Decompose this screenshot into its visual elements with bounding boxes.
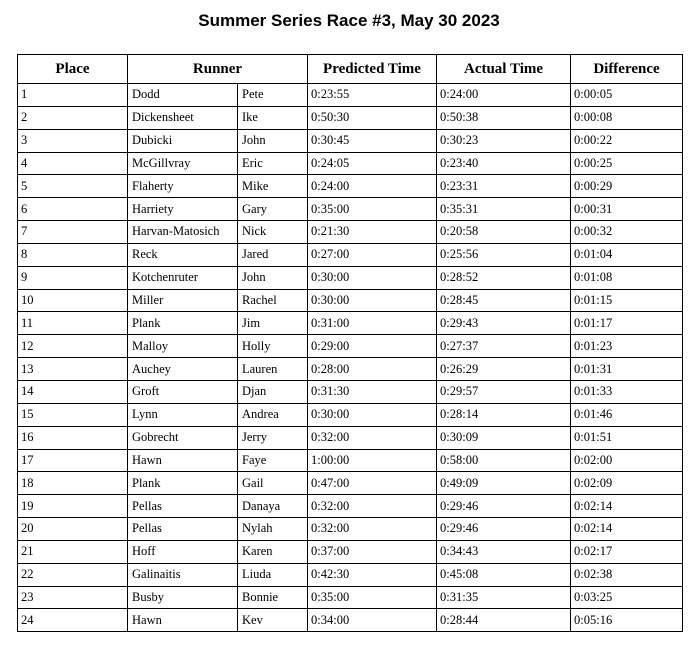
difference-cell: 0:01:23	[571, 335, 683, 358]
actual-time-cell: 0:23:31	[437, 175, 571, 198]
first-name-cell: Kev	[238, 609, 308, 632]
last-name-cell: Kotchenruter	[128, 266, 238, 289]
table-row	[18, 380, 683, 403]
predicted-time-cell: 0:47:00	[308, 472, 437, 495]
first-name-cell: Gail	[238, 472, 308, 495]
difference-cell: 0:00:25	[571, 152, 683, 175]
first-name-cell: Karen	[238, 540, 308, 563]
predicted-time-cell: 0:30:00	[308, 289, 437, 312]
difference-cell: 0:00:32	[571, 221, 683, 244]
first-name-cell: Bonnie	[238, 586, 308, 609]
first-name-cell: Djan	[238, 380, 308, 403]
actual-time-cell: 0:28:14	[437, 403, 571, 426]
difference-cell: 0:01:17	[571, 312, 683, 335]
table-row	[18, 426, 683, 449]
last-name-cell: Reck	[128, 243, 238, 266]
predicted-time-cell: 0:35:00	[308, 198, 437, 221]
table-row	[18, 563, 683, 586]
first-name-cell: Jerry	[238, 426, 308, 449]
difference-cell: 0:01:33	[571, 380, 683, 403]
predicted-time-header: Predicted Time	[308, 55, 437, 84]
difference-cell: 0:03:25	[571, 586, 683, 609]
table-row	[18, 518, 683, 541]
table-row	[18, 403, 683, 426]
table-row	[18, 289, 683, 312]
place-cell: 5	[18, 175, 128, 198]
place-cell: 11	[18, 312, 128, 335]
difference-cell: 0:02:00	[571, 449, 683, 472]
actual-time-cell: 0:35:31	[437, 198, 571, 221]
table-row	[18, 243, 683, 266]
actual-time-cell: 0:20:58	[437, 221, 571, 244]
table-row	[18, 449, 683, 472]
first-name-cell: Lauren	[238, 358, 308, 381]
first-name-cell: Ike	[238, 106, 308, 129]
place-cell: 15	[18, 403, 128, 426]
difference-cell: 0:00:29	[571, 175, 683, 198]
last-name-cell: Hawn	[128, 609, 238, 632]
predicted-time-cell: 0:24:00	[308, 175, 437, 198]
table-row	[18, 335, 683, 358]
predicted-time-cell: 0:31:30	[308, 380, 437, 403]
first-name-cell: John	[238, 129, 308, 152]
table-row	[18, 266, 683, 289]
first-name-cell: Nick	[238, 221, 308, 244]
table-row	[18, 586, 683, 609]
predicted-time-cell: 0:27:00	[308, 243, 437, 266]
difference-header: Difference	[571, 55, 683, 84]
last-name-cell: Pellas	[128, 495, 238, 518]
difference-cell: 0:02:14	[571, 495, 683, 518]
first-name-cell: Rachel	[238, 289, 308, 312]
last-name-cell: Dubicki	[128, 129, 238, 152]
table-row	[18, 472, 683, 495]
actual-time-cell: 0:50:38	[437, 106, 571, 129]
place-cell: 4	[18, 152, 128, 175]
last-name-cell: Harvan-Matosich	[128, 221, 238, 244]
predicted-time-cell: 0:21:30	[308, 221, 437, 244]
place-cell: 23	[18, 586, 128, 609]
predicted-time-cell: 0:32:00	[308, 426, 437, 449]
table-row	[18, 540, 683, 563]
actual-time-cell: 0:49:09	[437, 472, 571, 495]
table-row	[18, 175, 683, 198]
table-row	[18, 495, 683, 518]
predicted-time-cell: 0:31:00	[308, 312, 437, 335]
predicted-time-cell: 0:29:00	[308, 335, 437, 358]
difference-cell: 0:02:17	[571, 540, 683, 563]
last-name-cell: Pellas	[128, 518, 238, 541]
table-row	[18, 198, 683, 221]
last-name-cell: Gobrecht	[128, 426, 238, 449]
predicted-time-cell: 0:32:00	[308, 518, 437, 541]
first-name-cell: Jared	[238, 243, 308, 266]
difference-cell: 0:01:51	[571, 426, 683, 449]
place-cell: 16	[18, 426, 128, 449]
table-row	[18, 84, 683, 107]
predicted-time-cell: 0:42:30	[308, 563, 437, 586]
actual-time-cell: 0:24:00	[437, 84, 571, 107]
actual-time-cell: 0:23:40	[437, 152, 571, 175]
runner-header: Runner	[128, 55, 308, 84]
place-cell: 19	[18, 495, 128, 518]
predicted-time-cell: 0:30:00	[308, 266, 437, 289]
place-cell: 9	[18, 266, 128, 289]
table-row	[18, 152, 683, 175]
actual-time-header: Actual Time	[437, 55, 571, 84]
actual-time-cell: 0:28:52	[437, 266, 571, 289]
predicted-time-cell: 0:30:45	[308, 129, 437, 152]
actual-time-cell: 0:31:35	[437, 586, 571, 609]
difference-cell: 0:02:14	[571, 518, 683, 541]
last-name-cell: Hoff	[128, 540, 238, 563]
actual-time-cell: 0:34:43	[437, 540, 571, 563]
place-cell: 22	[18, 563, 128, 586]
actual-time-cell: 0:58:00	[437, 449, 571, 472]
difference-cell: 0:01:15	[571, 289, 683, 312]
actual-time-cell: 0:29:46	[437, 495, 571, 518]
last-name-cell: Miller	[128, 289, 238, 312]
place-cell: 21	[18, 540, 128, 563]
place-cell: 17	[18, 449, 128, 472]
place-cell: 14	[18, 380, 128, 403]
last-name-cell: Dodd	[128, 84, 238, 107]
place-cell: 10	[18, 289, 128, 312]
last-name-cell: McGillvray	[128, 152, 238, 175]
place-cell: 2	[18, 106, 128, 129]
difference-cell: 0:01:08	[571, 266, 683, 289]
first-name-cell: Jim	[238, 312, 308, 335]
last-name-cell: Harriety	[128, 198, 238, 221]
difference-cell: 0:00:22	[571, 129, 683, 152]
place-cell: 3	[18, 129, 128, 152]
actual-time-cell: 0:45:08	[437, 563, 571, 586]
actual-time-cell: 0:30:09	[437, 426, 571, 449]
table-row	[18, 129, 683, 152]
first-name-cell: Mike	[238, 175, 308, 198]
header-row	[18, 55, 683, 84]
last-name-cell: Plank	[128, 312, 238, 335]
actual-time-cell: 0:27:37	[437, 335, 571, 358]
page-title: Summer Series Race #3, May 30 2023	[198, 11, 500, 30]
predicted-time-cell: 0:28:00	[308, 358, 437, 381]
first-name-cell: Eric	[238, 152, 308, 175]
table-row	[18, 312, 683, 335]
place-cell: 8	[18, 243, 128, 266]
table-row	[18, 609, 683, 632]
last-name-cell: Malloy	[128, 335, 238, 358]
difference-cell: 0:05:16	[571, 609, 683, 632]
place-header: Place	[18, 55, 128, 84]
difference-cell: 0:02:09	[571, 472, 683, 495]
first-name-cell: John	[238, 266, 308, 289]
place-cell: 6	[18, 198, 128, 221]
predicted-time-cell: 0:24:05	[308, 152, 437, 175]
difference-cell: 0:01:46	[571, 403, 683, 426]
predicted-time-cell: 0:34:00	[308, 609, 437, 632]
place-cell: 24	[18, 609, 128, 632]
first-name-cell: Danaya	[238, 495, 308, 518]
place-cell: 1	[18, 84, 128, 107]
place-cell: 12	[18, 335, 128, 358]
last-name-cell: Lynn	[128, 403, 238, 426]
place-cell: 7	[18, 221, 128, 244]
last-name-cell: Hawn	[128, 449, 238, 472]
first-name-cell: Gary	[238, 198, 308, 221]
actual-time-cell: 0:28:45	[437, 289, 571, 312]
place-cell: 13	[18, 358, 128, 381]
actual-time-cell: 0:28:44	[437, 609, 571, 632]
last-name-cell: Plank	[128, 472, 238, 495]
first-name-cell: Liuda	[238, 563, 308, 586]
results-body	[18, 84, 683, 632]
first-name-cell: Faye	[238, 449, 308, 472]
predicted-time-cell: 1:00:00	[308, 449, 437, 472]
actual-time-cell: 0:30:23	[437, 129, 571, 152]
difference-cell: 0:00:31	[571, 198, 683, 221]
predicted-time-cell: 0:30:00	[308, 403, 437, 426]
difference-cell: 0:01:31	[571, 358, 683, 381]
last-name-cell: Galinaitis	[128, 563, 238, 586]
table-row	[18, 358, 683, 381]
results-table	[17, 54, 683, 632]
difference-cell: 0:00:05	[571, 84, 683, 107]
table-row	[18, 106, 683, 129]
first-name-cell: Holly	[238, 335, 308, 358]
last-name-cell: Dickensheet	[128, 106, 238, 129]
place-cell: 20	[18, 518, 128, 541]
difference-cell: 0:02:38	[571, 563, 683, 586]
predicted-time-cell: 0:50:30	[308, 106, 437, 129]
last-name-cell: Busby	[128, 586, 238, 609]
difference-cell: 0:00:08	[571, 106, 683, 129]
predicted-time-cell: 0:23:55	[308, 84, 437, 107]
actual-time-cell: 0:25:56	[437, 243, 571, 266]
actual-time-cell: 0:29:57	[437, 380, 571, 403]
last-name-cell: Auchey	[128, 358, 238, 381]
table-row	[18, 221, 683, 244]
predicted-time-cell: 0:35:00	[308, 586, 437, 609]
first-name-cell: Andrea	[238, 403, 308, 426]
actual-time-cell: 0:29:43	[437, 312, 571, 335]
last-name-cell: Groft	[128, 380, 238, 403]
first-name-cell: Nylah	[238, 518, 308, 541]
actual-time-cell: 0:29:46	[437, 518, 571, 541]
difference-cell: 0:01:04	[571, 243, 683, 266]
predicted-time-cell: 0:32:00	[308, 495, 437, 518]
place-cell: 18	[18, 472, 128, 495]
predicted-time-cell: 0:37:00	[308, 540, 437, 563]
actual-time-cell: 0:26:29	[437, 358, 571, 381]
first-name-cell: Pete	[238, 84, 308, 107]
last-name-cell: Flaherty	[128, 175, 238, 198]
